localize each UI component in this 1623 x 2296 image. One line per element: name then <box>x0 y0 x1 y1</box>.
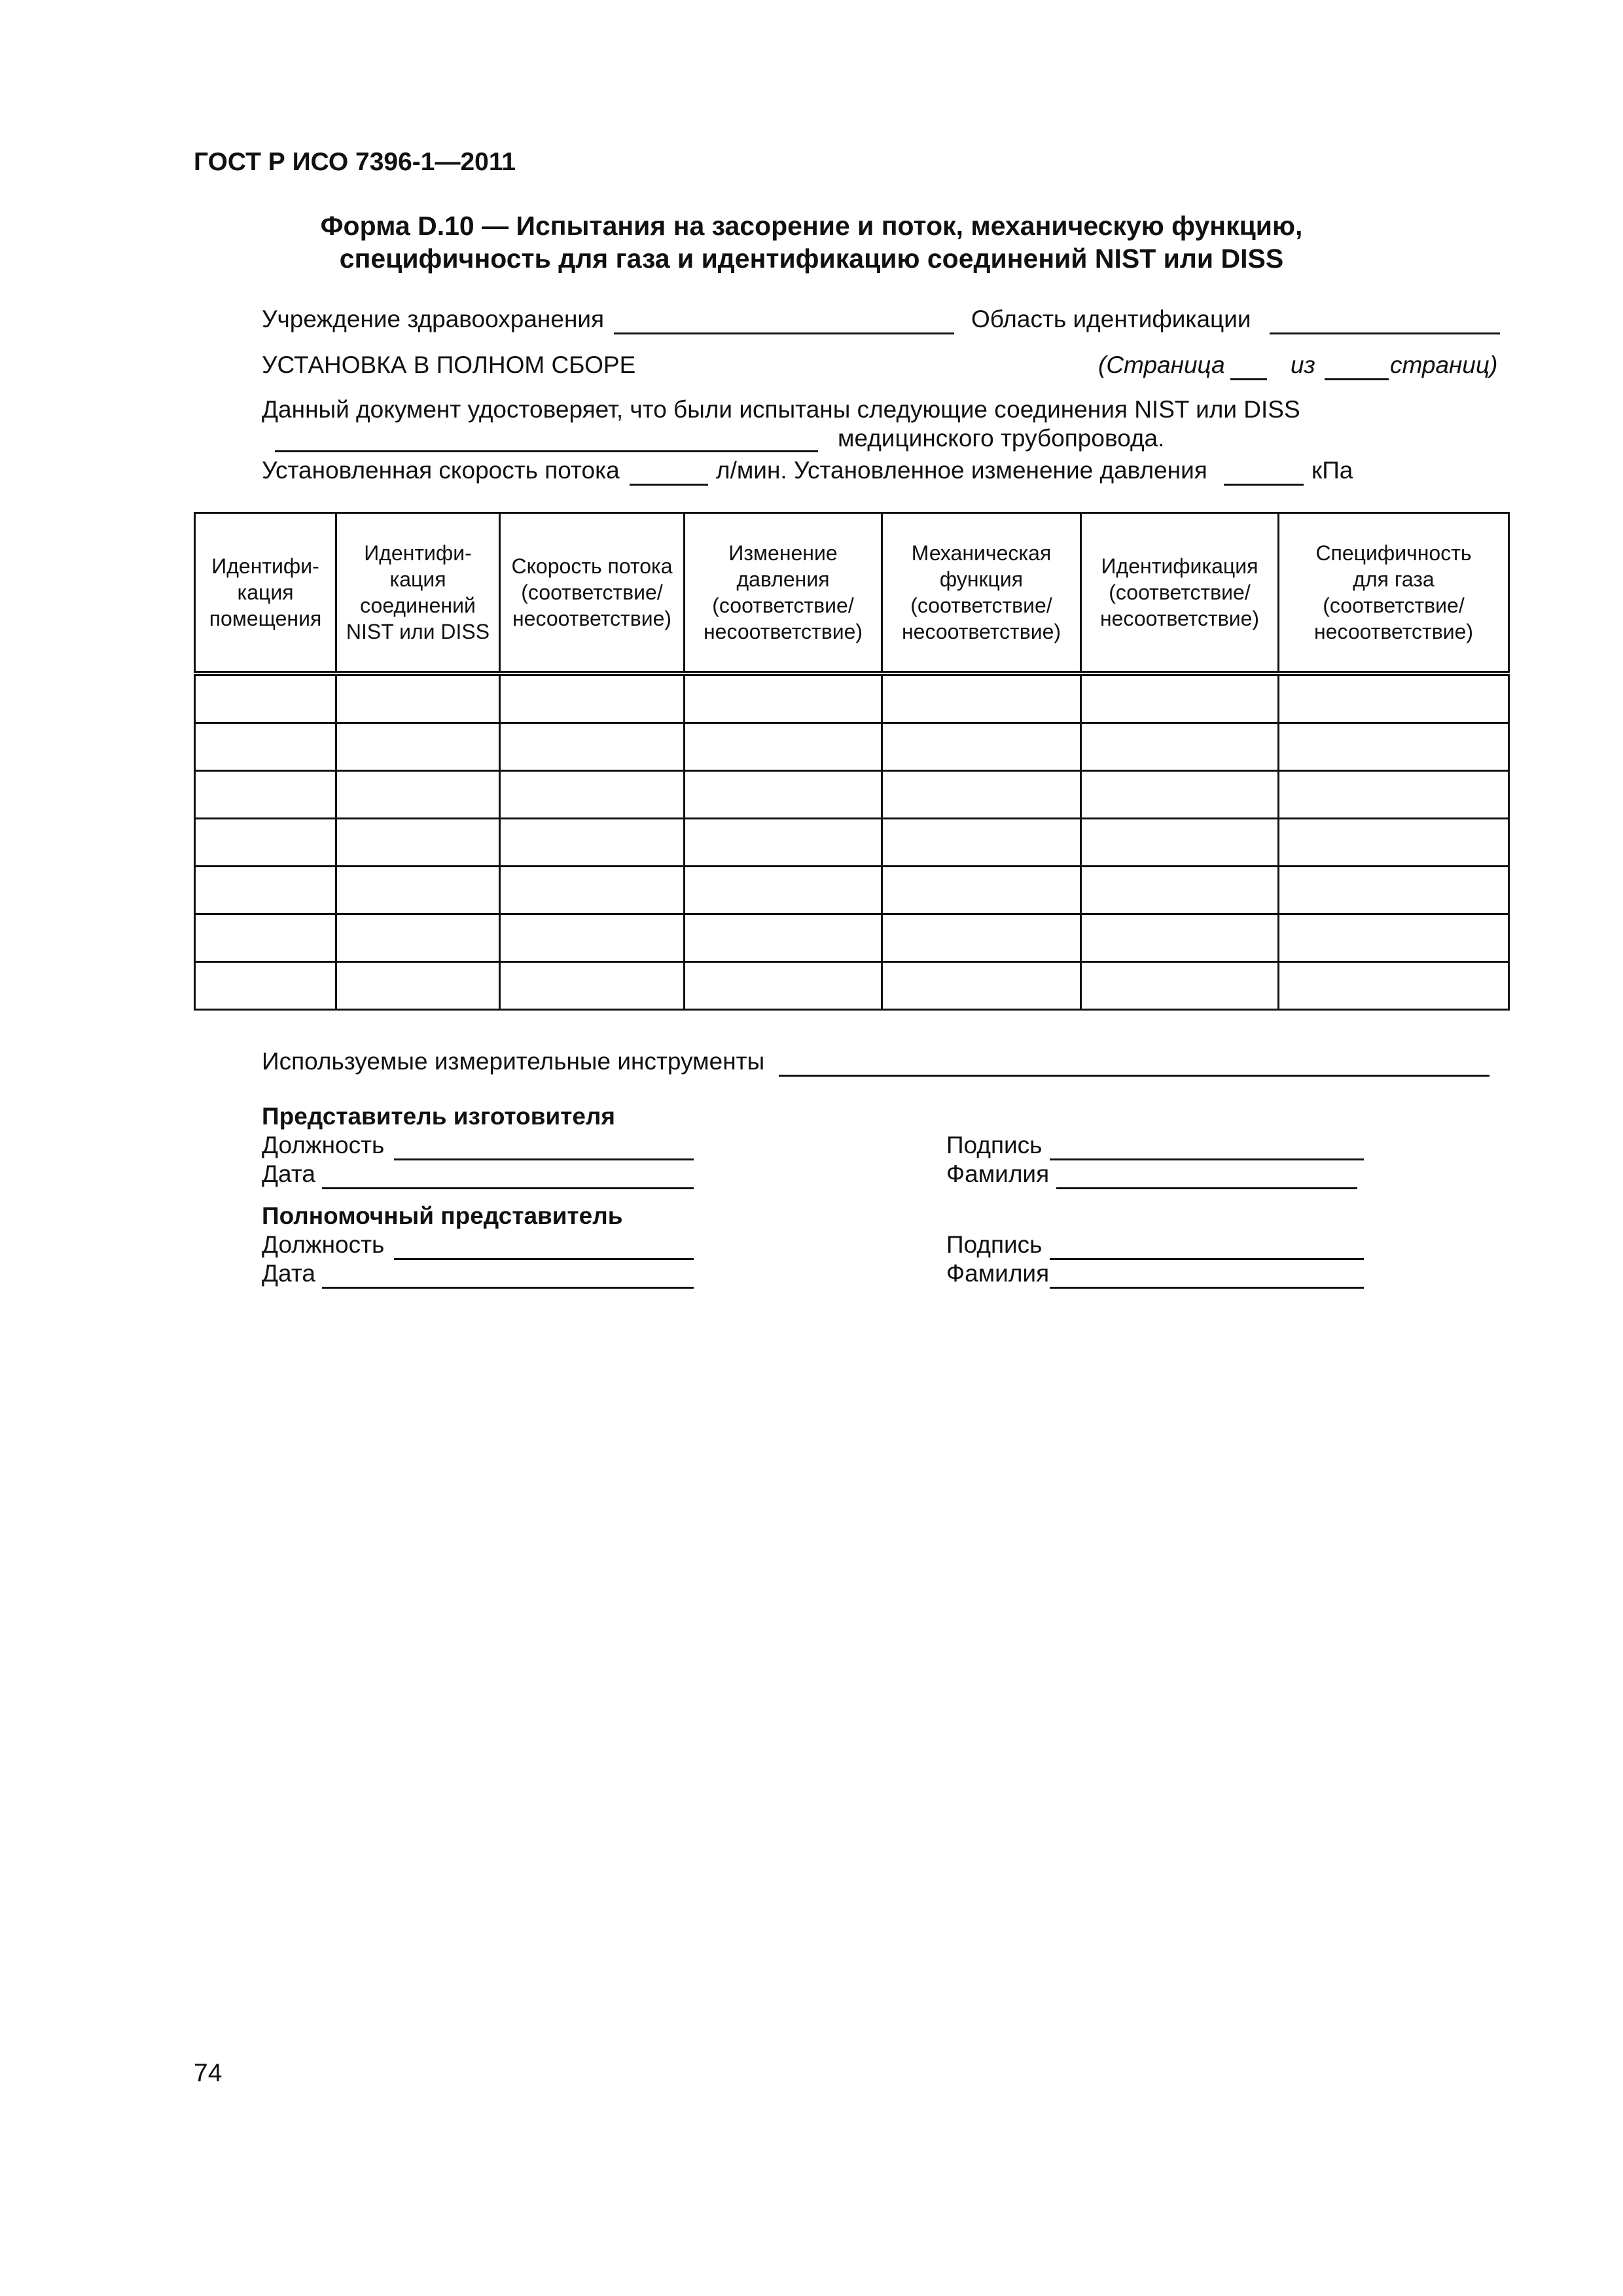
full-assembly-label: УСТАНОВКА В ПОЛНОМ СБОРЕ <box>262 351 636 378</box>
pipeline-text: медицинского трубопровода. <box>838 425 1165 452</box>
table-cell[interactable] <box>195 673 336 723</box>
table-row <box>195 673 1509 723</box>
manufacturer-surname-line[interactable] <box>1056 1187 1357 1189</box>
table-cell[interactable] <box>882 673 1081 723</box>
table-cell[interactable] <box>1081 914 1279 962</box>
table-cell[interactable] <box>685 819 882 867</box>
table-cell[interactable] <box>336 673 500 723</box>
table-row <box>195 723 1509 771</box>
of-word: из <box>1291 351 1315 378</box>
document-code: ГОСТ Р ИСО 7396-1—2011 <box>194 148 516 176</box>
pages-word: страниц) <box>1390 351 1498 378</box>
table-cell[interactable] <box>1081 673 1279 723</box>
col-header-gas-specificity: Специфичность для газа (соответствие/ несоответствие) <box>1279 513 1509 674</box>
table-header-row <box>195 513 1509 674</box>
authorized-date-label: Дата <box>262 1260 315 1287</box>
table-row <box>195 867 1509 914</box>
table-cell[interactable] <box>195 914 336 962</box>
area-input-line[interactable] <box>1270 332 1500 334</box>
table-cell[interactable] <box>500 914 685 962</box>
flow-label: Установленная скорость потока <box>262 457 620 484</box>
table-cell[interactable] <box>195 723 336 771</box>
facility-label: Учреждение здравоохранения <box>262 306 605 332</box>
manufacturer-date-line[interactable] <box>322 1187 694 1189</box>
manufacturer-date-label: Дата <box>262 1160 315 1187</box>
table-cell[interactable] <box>1279 723 1509 771</box>
table-cell[interactable] <box>882 914 1081 962</box>
table-cell[interactable] <box>685 867 882 914</box>
table-row <box>195 819 1509 867</box>
authorized-signature-line[interactable] <box>1050 1258 1364 1260</box>
connections-input-line[interactable] <box>275 450 818 452</box>
table-cell[interactable] <box>1081 723 1279 771</box>
instruments-label: Используемые измерительные инструменты <box>262 1048 765 1075</box>
manufacturer-surname-label: Фамилия <box>946 1160 1050 1187</box>
table-cell[interactable] <box>685 673 882 723</box>
table-cell[interactable] <box>1081 867 1279 914</box>
form-title-line2: специфичность для газа и идентификацию соединений NIST или DISS <box>339 243 1284 274</box>
col-header-flow-rate: Скорость потока (соответствие/ несоответствие) <box>500 513 685 674</box>
authorized-heading: Полномочный представитель <box>262 1202 623 1229</box>
page-word: (Страница <box>1098 351 1225 378</box>
table-cell[interactable] <box>500 867 685 914</box>
table-cell[interactable] <box>336 962 500 1010</box>
area-label: Область идентификации <box>971 306 1251 332</box>
table-cell[interactable] <box>500 819 685 867</box>
table-cell[interactable] <box>336 914 500 962</box>
table-cell[interactable] <box>1081 771 1279 819</box>
table-cell[interactable] <box>195 819 336 867</box>
authorized-date-line[interactable] <box>322 1287 694 1289</box>
table-cell[interactable] <box>1279 673 1509 723</box>
table-cell[interactable] <box>685 962 882 1010</box>
instruments-input-line[interactable] <box>779 1075 1489 1077</box>
table-row <box>195 914 1509 962</box>
table-cell[interactable] <box>1279 771 1509 819</box>
table-cell[interactable] <box>1279 819 1509 867</box>
table-cell[interactable] <box>685 914 882 962</box>
table-cell[interactable] <box>685 723 882 771</box>
table-cell[interactable] <box>195 962 336 1010</box>
table-cell[interactable] <box>195 771 336 819</box>
table-cell[interactable] <box>882 723 1081 771</box>
pressure-input-line[interactable] <box>1224 484 1304 486</box>
table-cell[interactable] <box>1279 962 1509 1010</box>
col-header-identification: Идентификация (соответствие/ несоответствие) <box>1081 513 1279 674</box>
col-header-mechanical-function: Механическая функция (соответствие/ несоответствие) <box>882 513 1081 674</box>
pressure-unit: кПа <box>1311 457 1353 484</box>
table-cell[interactable] <box>685 771 882 819</box>
authorized-surname-line[interactable] <box>1050 1287 1364 1289</box>
flow-unit: л/мин. Установленное изменение давления <box>716 457 1207 484</box>
table-cell[interactable] <box>1279 867 1509 914</box>
page-total-line[interactable] <box>1325 378 1389 380</box>
manufacturer-position-line[interactable] <box>394 1158 694 1160</box>
table-row <box>195 771 1509 819</box>
table-cell[interactable] <box>1081 962 1279 1010</box>
facility-input-line[interactable] <box>614 332 954 334</box>
table-cell[interactable] <box>1279 914 1509 962</box>
table-cell[interactable] <box>1081 819 1279 867</box>
table-cell[interactable] <box>500 673 685 723</box>
page-number: 74 <box>194 2059 223 2087</box>
table-row <box>195 962 1509 1010</box>
table-cell[interactable] <box>882 867 1081 914</box>
table-cell[interactable] <box>336 771 500 819</box>
table-cell[interactable] <box>336 819 500 867</box>
manufacturer-signature-line[interactable] <box>1050 1158 1364 1160</box>
certify-text: Данный документ удостоверяет, что были испытаны следующие соединения NIST или DISS <box>262 396 1300 423</box>
form-title-line1: Форма D.10 — Испытания на засорение и поток, механическую функцию, <box>320 211 1303 241</box>
page-current-line[interactable] <box>1230 378 1267 380</box>
table-cell[interactable] <box>500 723 685 771</box>
table-cell[interactable] <box>882 771 1081 819</box>
table-cell[interactable] <box>500 962 685 1010</box>
manufacturer-heading: Представитель изготовителя <box>262 1103 616 1130</box>
col-header-connection-id: Идентифи- кация соединений NIST или DISS <box>336 513 500 674</box>
authorized-surname-label: Фамилия <box>946 1260 1050 1287</box>
manufacturer-position-label: Должность <box>262 1132 385 1158</box>
table-cell[interactable] <box>195 867 336 914</box>
authorized-position-line[interactable] <box>394 1258 694 1260</box>
col-header-room-id: Идентифи- кация помещения <box>195 513 336 674</box>
flow-input-line[interactable] <box>630 484 708 486</box>
table-cell[interactable] <box>882 819 1081 867</box>
authorized-signature-label: Подпись <box>946 1231 1043 1258</box>
manufacturer-signature-label: Подпись <box>946 1132 1043 1158</box>
test-results-table <box>194 512 1510 1011</box>
table-cell[interactable] <box>336 867 500 914</box>
authorized-position-label: Должность <box>262 1231 385 1258</box>
table-cell[interactable] <box>500 771 685 819</box>
col-header-pressure-change: Изменение давления (соответствие/ несоответствие) <box>685 513 882 674</box>
table-cell[interactable] <box>882 962 1081 1010</box>
table-cell[interactable] <box>336 723 500 771</box>
